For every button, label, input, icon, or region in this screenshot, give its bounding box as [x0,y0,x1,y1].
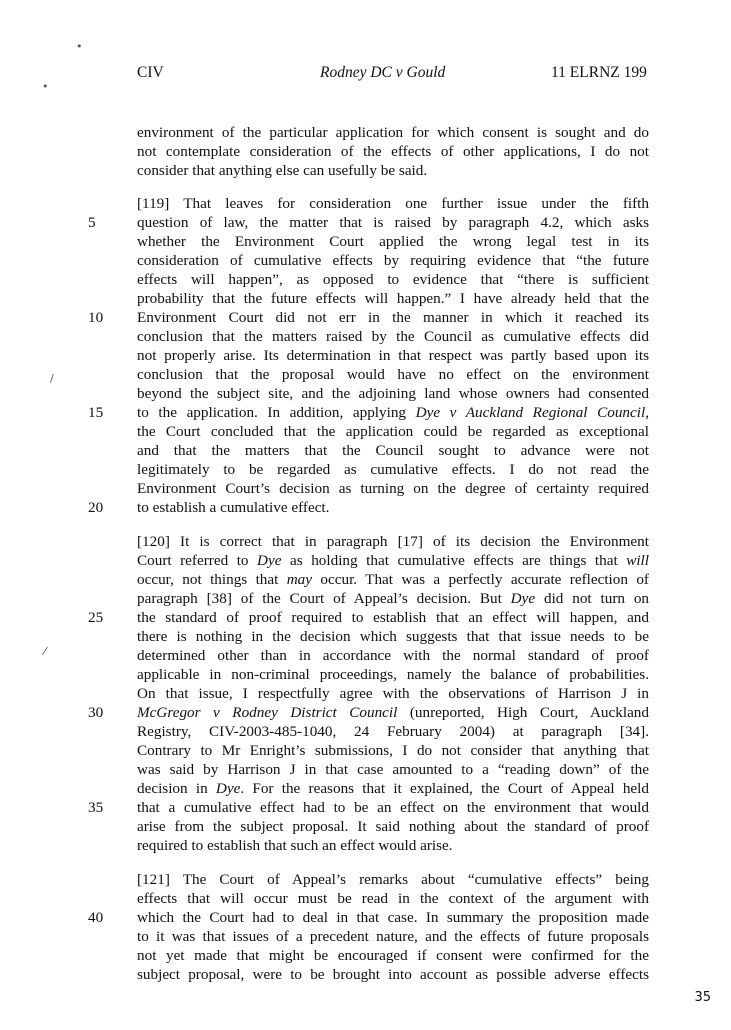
text-run: Registry, CIV-2003-485-1040, 24 February 2004) at paragraph [34]. [137,723,649,740]
text-line [137,665,649,684]
text-line [137,161,649,180]
text-line [137,836,649,855]
text-line [137,760,649,779]
margin-mark: • [76,40,83,53]
text-line [137,722,649,741]
text-line [137,403,649,422]
text-run: paragraph [38] of the Court of Appeal’s decision. But [137,590,511,607]
text-run: probability that the future effects will happen.” I have already held that the [137,290,649,307]
page-number: 35 [694,990,711,1005]
text-run: that a cumulative effect had to be an effect on the environment that would [137,799,649,816]
text-run: arise from the subject proposal. It said nothing about the standard of proof [137,818,649,835]
text-run: (unreported, High Court, Auckland [397,704,649,721]
line-number: 40 [88,909,104,926]
text-run: required to establish that such an effect would arise. [137,837,453,854]
italic-text: may [286,571,313,588]
line-number: 30 [88,704,104,721]
text-line [137,532,649,551]
margin-mark: • [42,80,49,93]
text-run: Court referred to [137,552,258,569]
text-line [137,289,649,308]
text-run: did not turn on [535,590,650,607]
text-run: the standard of proof required to establish that an effect will happen, and [137,609,649,626]
text-run: , [645,404,649,421]
text-run: [121] The Court of Appeal’s remarks about “cumulative effects” being [137,871,649,888]
text-run: to it was that issues of a precedent nature, and the effects of future proposals [137,928,649,945]
text-run: which the Court had to deal in that case. In summary the proposition made [137,909,649,926]
italic-text: Dye v Auckland Regional Council [415,404,646,421]
text-line [137,460,649,479]
text-run: Contrary to Mr Enright’s submissions, I do not consider that anything that [137,742,649,759]
text-line [137,123,649,142]
running-header-case-name: Rodney DC v Gould [320,64,446,81]
text-run: effects will happen”, as opposed to evidence that “there is sufficient [137,271,649,288]
line-number: 10 [88,309,104,326]
text-line [137,142,649,161]
text-run: determined other than in accordance with the normal standard of proof [137,647,649,664]
text-line [137,422,649,441]
text-run: to establish a cumulative effect. [137,499,330,516]
margin-mark: ⁄ [44,645,46,658]
italic-text: will [626,552,649,569]
running-header-citation: 11 ELRNZ 199 [551,64,647,81]
text-line [137,817,649,836]
text-line [137,570,649,589]
text-run: to the application. In addition, applying [137,404,416,421]
text-run: Environment Court did not err in the manner in which it reached its [137,309,649,326]
text-run: consideration of cumulative effects by requiring evidence that “the future [137,252,649,269]
margin-mark: / [50,372,54,385]
text-line [137,441,649,460]
text-run: On that issue, I respectfully agree with the observations of Harrison J in [137,685,649,702]
text-line [137,870,649,889]
line-number: 25 [88,609,104,626]
text-line [137,384,649,403]
text-run: applicable in non-criminal proceedings, namely the balance of probabilities. [137,666,649,683]
text-line [137,589,649,608]
text-run: decision in [137,780,216,797]
text-line [137,327,649,346]
text-run: subject proposal, were to be brought into account as possible adverse effects [137,966,649,983]
text-line [137,479,649,498]
text-run: whether the Environment Court applied the wrong legal test in its [137,233,649,250]
text-line [137,889,649,908]
text-run: [119] That leaves for consideration one further issue under the fifth [137,195,649,212]
line-number: 20 [88,499,104,516]
text-run: the Court concluded that the application could be regarded as exceptional [137,423,649,440]
text-line [137,627,649,646]
text-run: conclusion that the proposal would have no effect on the environment [137,366,649,383]
text-run: there is nothing in the decision which suggests that that issue needs to be [137,628,649,645]
text-run: beyond the subject site, and the adjoining land whose owners had consented [137,385,649,402]
line-number: 35 [88,799,104,816]
text-line [137,965,649,984]
text-run: not yet made that might be encouraged if consent were confirmed for the [137,947,649,964]
line-number: 15 [88,404,104,421]
text-line [137,194,649,213]
text-run: . For the reasons that it explained, the Court of Appeal held [240,780,649,797]
text-line [137,798,649,817]
text-run: occur, not things that [137,571,287,588]
italic-text: Dye [257,552,282,569]
line-number: 5 [88,214,96,231]
text-line [137,908,649,927]
italic-text: Dye [215,780,241,797]
text-run: environment of the particular application for which consent is sought and do [137,124,649,141]
text-run: effects that will occur must be read in the context of the argument with [137,890,649,907]
text-run: legitimately to be regarded as cumulative effects. I do not read the [137,461,649,478]
text-line [137,365,649,384]
text-line [137,498,649,517]
text-line [137,551,649,570]
text-run: [120] It is correct that in paragraph [17] of its decision the Environment [137,533,649,550]
text-line [137,251,649,270]
text-run: consider that anything else can usefully be said. [137,162,428,179]
text-run: Environment Court’s decision as turning on the degree of certainty required [137,480,649,497]
text-run: question of law, the matter that is raised by paragraph 4.2, which asks [137,214,649,231]
running-header-left: CIV [137,64,164,81]
text-line [137,608,649,627]
text-line [137,684,649,703]
text-line [137,232,649,251]
text-line [137,946,649,965]
text-line [137,927,649,946]
text-run: as holding that cumulative effects are things that [281,552,627,569]
text-line [137,646,649,665]
text-run: conclusion that the matters raised by the Council as cumulative effects did [137,328,649,345]
text-line [137,213,649,232]
text-line [137,308,649,327]
text-run: was said by Harrison J in that case amounted to a “reading down” of the [137,761,649,778]
italic-text: McGregor v Rodney District Council [137,704,398,721]
text-run: and that the matters that the Council sought to advance were not [137,442,649,459]
text-line [137,741,649,760]
text-line [137,346,649,365]
text-line [137,270,649,289]
italic-text: Dye [510,590,536,607]
text-run: not properly arise. Its determination in that respect was partly based upon its [137,347,649,364]
text-run: not contemplate consideration of the effects of other applications, I do not [137,143,649,160]
text-line [137,779,649,798]
text-line [137,703,649,722]
text-run: occur. That was a perfectly accurate reflection of [312,571,649,588]
